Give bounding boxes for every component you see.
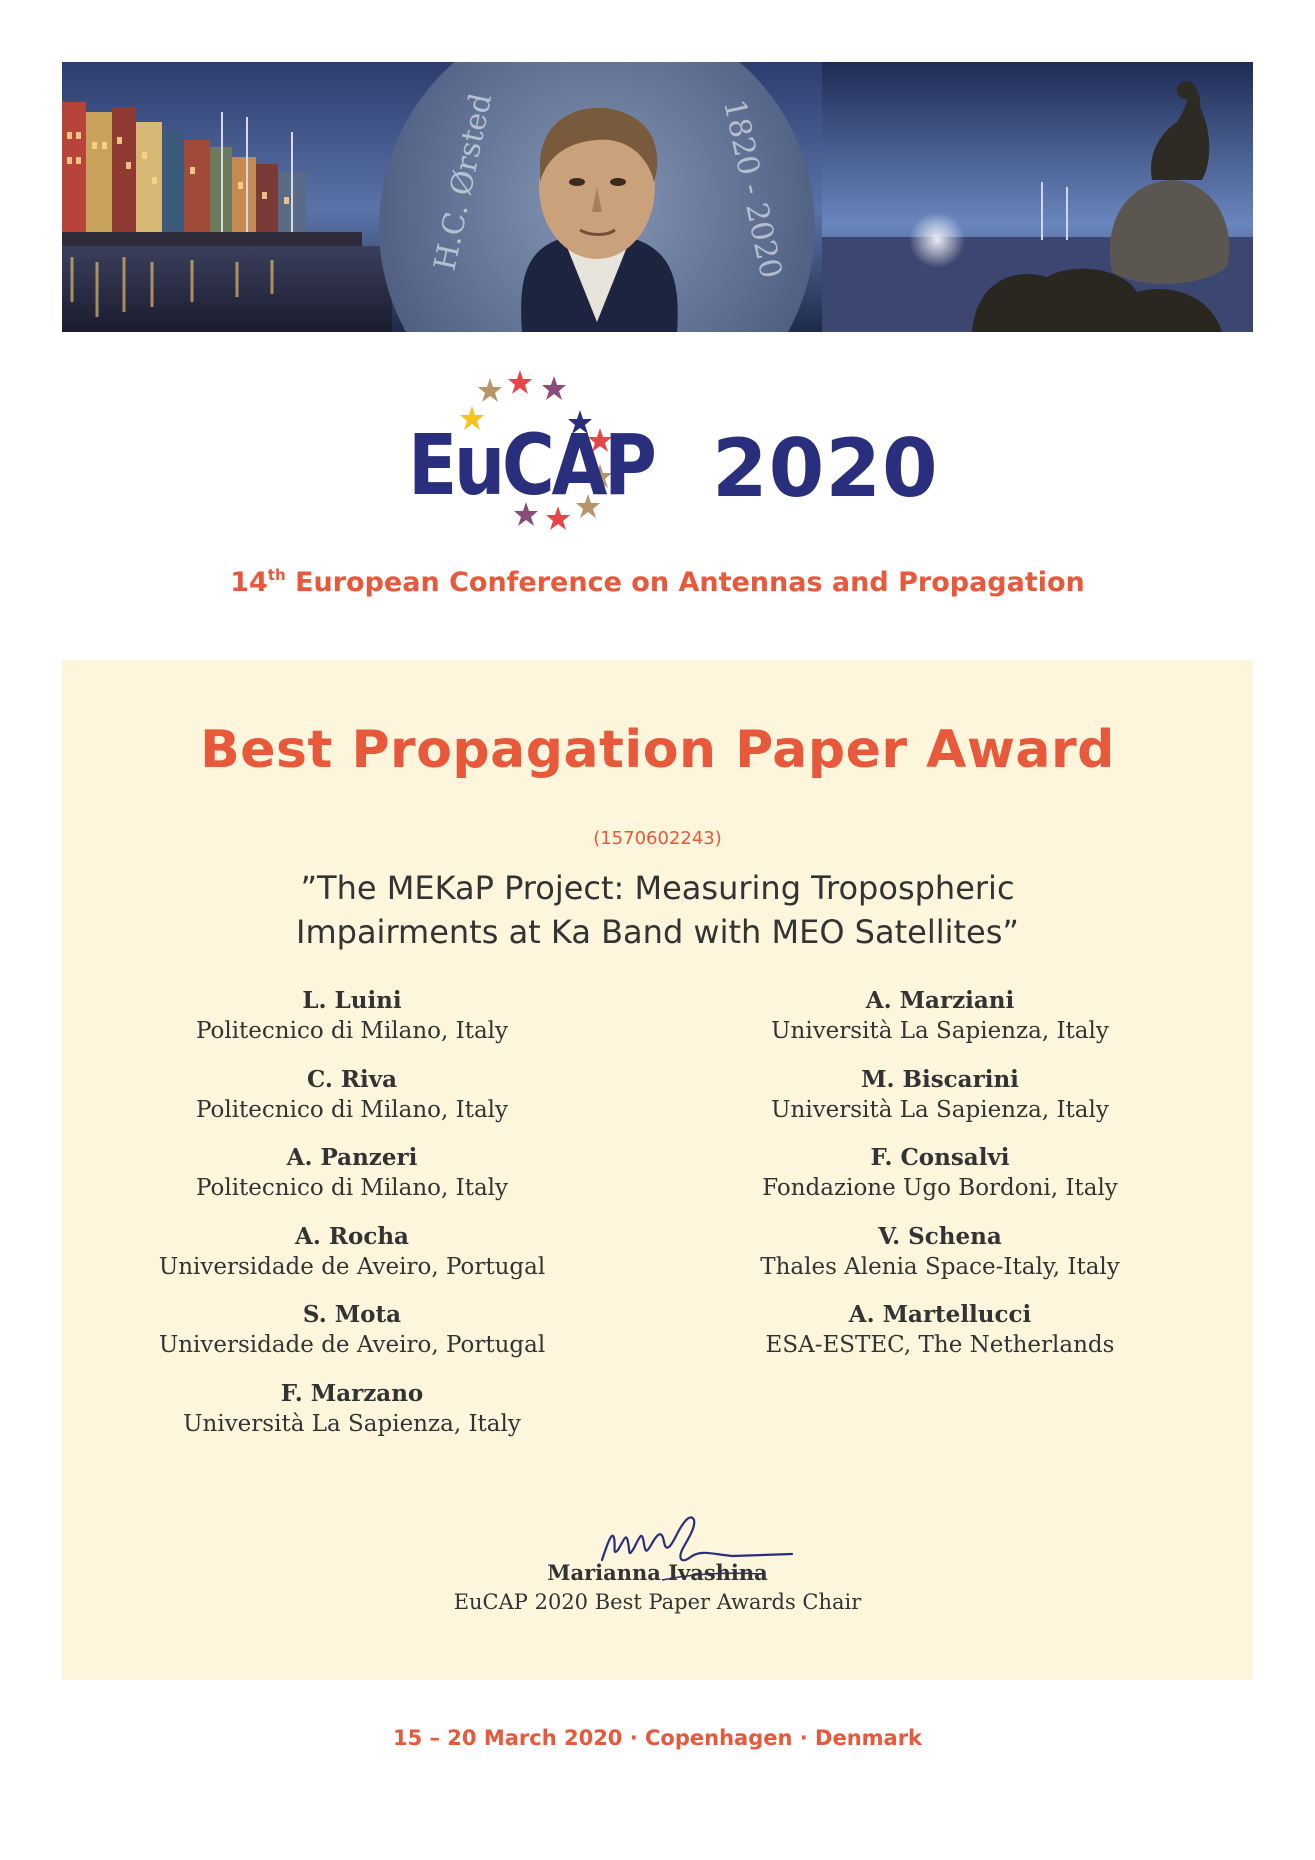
author-entry xyxy=(112,1064,592,1143)
banner-illustration xyxy=(62,62,1253,332)
authors-right-column xyxy=(700,985,1180,1378)
author-name: A. Marziani xyxy=(865,987,1015,1014)
author-affiliation: Università La Sapienza, Italy xyxy=(183,1410,521,1437)
award-title: Best Propagation Paper Award xyxy=(200,720,1115,780)
paper-title-line: ”The MEKaP Project: Measuring Tropospheric xyxy=(300,869,1015,907)
author-entry xyxy=(700,1221,1180,1300)
author-entry xyxy=(700,1142,1180,1221)
author-name: C. Riva xyxy=(306,1065,398,1093)
author-affiliation: Politecnico di Milano, Italy xyxy=(195,1175,509,1201)
author-name: A. Rocha xyxy=(295,1222,409,1250)
author-affiliation: Università La Sapienza, Italy xyxy=(771,1018,1109,1044)
eucap-logo xyxy=(400,360,939,540)
svg-text:1820 - 2020: 1820 - 2020 xyxy=(716,96,789,282)
signer-name: Marianna Ivashina xyxy=(547,1560,768,1585)
author-entry xyxy=(112,1221,592,1300)
author-name: A. Martellucci xyxy=(848,1301,1032,1328)
author-name: M. Biscarini xyxy=(861,1065,1019,1093)
header-banner xyxy=(62,62,1253,332)
author-entry xyxy=(700,1064,1180,1143)
author-affiliation: Fondazione Ugo Bordoni, Italy xyxy=(762,1175,1118,1201)
logo-wordmark: EuCAP xyxy=(408,416,654,514)
author-affiliation: Universidade de Aveiro, Portugal xyxy=(158,1332,546,1358)
conference-ordinal: th xyxy=(267,566,286,584)
orsted-medallion xyxy=(379,62,815,332)
paper-id: (1570602243) xyxy=(593,828,722,849)
author-entry xyxy=(112,1299,592,1378)
authors-left-column xyxy=(112,985,592,1456)
author-name: F. Consalvi xyxy=(870,1144,1010,1171)
author-affiliation: Politecnico di Milano, Italy xyxy=(195,1096,509,1123)
svg-text:H.C. Ørsted: H.C. Ørsted xyxy=(427,90,500,274)
author-affiliation: Università La Sapienza, Italy xyxy=(771,1096,1109,1123)
author-affiliation: Politecnico di Milano, Italy xyxy=(195,1018,509,1044)
author-affiliation: Universidade de Aveiro, Portugal xyxy=(158,1253,546,1280)
conference-number: 14 xyxy=(230,567,268,598)
author-entry xyxy=(112,1142,592,1221)
award-panel xyxy=(62,660,1253,1680)
author-name: L. Luini xyxy=(302,987,402,1014)
conference-title xyxy=(0,566,1315,598)
author-entry xyxy=(700,985,1180,1064)
logo-year: 2020 xyxy=(712,422,939,515)
author-affiliation: ESA-ESTEC, The Netherlands xyxy=(765,1332,1115,1358)
paper-title-line: Impairments at Ka Band with MEO Satellites” xyxy=(296,913,1019,951)
conference-name: European Conference on Antennas and Propagation xyxy=(295,567,1085,598)
author-entry xyxy=(700,1299,1180,1378)
author-name: V. Schena xyxy=(878,1222,1002,1250)
author-entry xyxy=(112,1378,592,1457)
author-affiliation: Thales Alenia Space-Italy, Italy xyxy=(760,1253,1120,1280)
author-name: F. Marzano xyxy=(280,1379,424,1407)
event-footer: 15 – 20 March 2020 · Copenhagen · Denmark xyxy=(392,1726,923,1750)
author-name: S. Mota xyxy=(302,1301,402,1328)
author-name: A. Panzeri xyxy=(286,1144,418,1171)
paper-title xyxy=(62,866,1253,954)
author-entry xyxy=(112,985,592,1064)
signer-role: EuCAP 2020 Best Paper Awards Chair xyxy=(453,1590,862,1614)
